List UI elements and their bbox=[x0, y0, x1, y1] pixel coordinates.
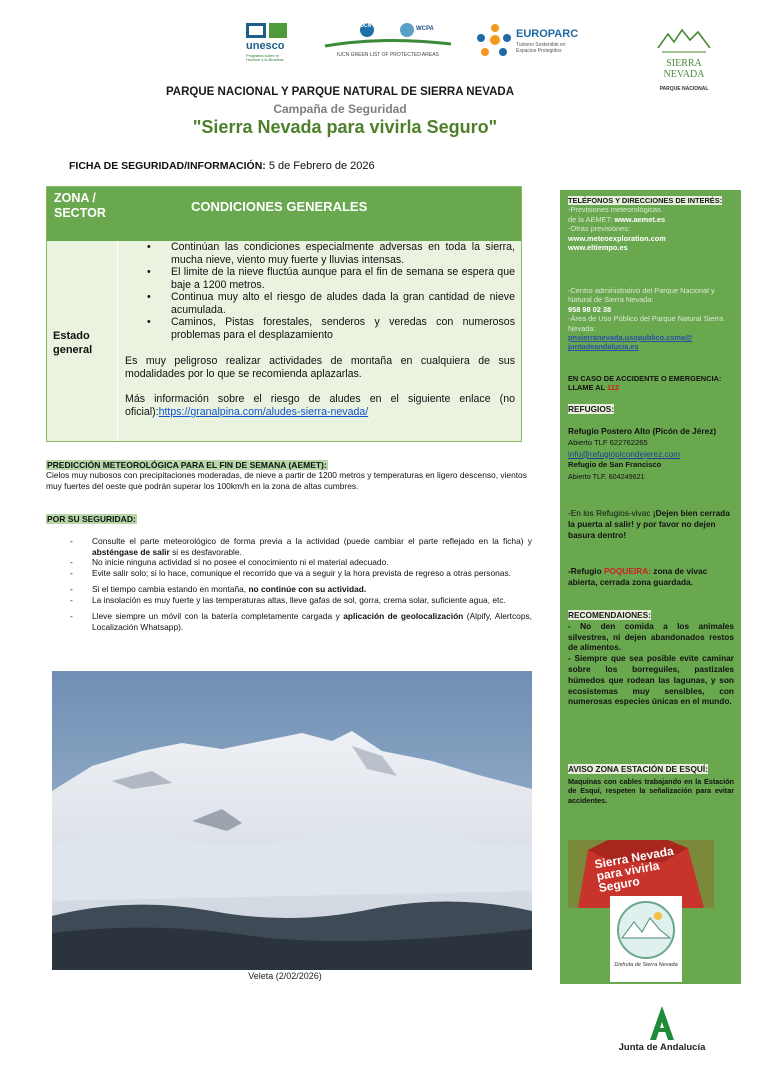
centro-section: -Centro administrativo del Parque Nacional y Natural de Sierra Nevada: 958 98 02 38 -Área de Uso Público del Parque Natural Sierra Nevada: pnsierranevada.usopublico.csma@ juntadeandalucia.es bbox=[568, 286, 724, 352]
list-item: - Lleve siempre un móvil con la batería completamente cargada y aplicación de geolocalización (Alpify, Alertcops, Localización Whatsapp). bbox=[70, 611, 532, 632]
conditions-header: CONDICIONES GENERALES bbox=[191, 199, 368, 214]
row-label: Estado general bbox=[53, 330, 93, 356]
ficha-date: 5 de Febrero de 2026 bbox=[265, 160, 375, 172]
forecast-title: PREDICCIÓN METEOROLÓGICA PARA EL FIN DE SEMANA (AEMET): bbox=[47, 460, 327, 470]
condition-item: • Continua muy alto el riesgo de aludes dada la gran cantidad de nieve acumulada. bbox=[125, 291, 515, 316]
aemet-link[interactable]: www.aemet.es bbox=[614, 214, 666, 224]
list-item: - No inicie ninguna actividad si no posee el conocimiento ni el material adecuado. bbox=[70, 557, 532, 568]
zona-sector-header: ZONA / SECTOR bbox=[54, 191, 106, 220]
condition-item: • El limite de la nieve fluctúa aunque para el fin de semana se espera que baje a 1200 metros. bbox=[125, 266, 515, 291]
emergency-section: EN CASO DE ACCIDENTE O EMERGENCIA: LLAME AL 112 bbox=[568, 374, 722, 393]
recommendations-title: RECOMENDAIONES: bbox=[568, 610, 651, 620]
refugios-list: Refugio Postero Alto (Picón de Jérez) Abierto TLF 622762265 info@refugiopicondejerez.com Refugio de San Francisco Abierto TLF. 604249621 bbox=[568, 426, 717, 482]
veleta-photo bbox=[52, 671, 532, 970]
list-item: - La insolación es muy fuerte y las temperaturas altas, lleve gafas de sol, gorra, crema solar, suficiente agua, etc. bbox=[70, 595, 532, 606]
eltiempo-link[interactable]: www.eltiempo.es bbox=[568, 243, 628, 253]
forecast-text: Cielos muy nubosos con precipitaciones moderadas, de nieve a partir de 1200 metros y temperaturas en ligero descenso, vientos muy fuertes del oeste que podrán superar los 100km/h en la zona de altas cumbres. bbox=[46, 470, 527, 491]
table-header bbox=[47, 187, 521, 241]
shirt-slogan: Sierra Nevada para vivirla Seguro bbox=[593, 843, 675, 896]
safety-list bbox=[70, 536, 532, 632]
list-item: - Consulte el parte meteorológico de forma previa a la actividad (puede cambiar el parte reflejado en la ficha) y absténgase de salir si es desfavorable. bbox=[70, 536, 532, 557]
avalanche-info-paragraph: Más información sobre el riesgo de aludes en el siguiente enlace (no oficial):https://granalpina.com/aludes-sierra-nevada/ bbox=[125, 393, 515, 418]
iucn-wcpa-logo: IUCN WCPA IUCN GREEN LIST OF PROTECTED AREAS bbox=[323, 20, 453, 62]
refugios-title: REFUGIOS: bbox=[568, 404, 615, 414]
list-item: - Si el tiempo cambia estando en montaña, no continúe con su actividad. bbox=[70, 584, 532, 595]
disfruta-sticker bbox=[610, 896, 682, 982]
unesco-logo: unesco Programa sobre el Hombre y la Biosfera bbox=[246, 22, 288, 62]
avalanche-link[interactable]: https://granalpina.com/aludes-sierra-nevada/ bbox=[158, 406, 369, 418]
uso-publico-email[interactable]: pnsierranevada.usopublico.csma@ juntadeandalucia.es bbox=[568, 333, 693, 352]
condition-item: • Continúan las condiciones especialmente adversas en toda la sierra, mucha nieve, viento muy fuerte y lluvias intensas. bbox=[125, 241, 515, 266]
column-divider bbox=[117, 241, 118, 441]
emergency-number: 112 bbox=[607, 383, 619, 393]
phones-title: TELÉFONOS Y DIRECCIONES DE INTERÉS: bbox=[568, 196, 723, 205]
campaign-title: Campaña de Seguridad bbox=[273, 102, 407, 116]
refugios-section bbox=[568, 404, 734, 415]
sierra-nevada-logo: SIERRA NEVADA PARQUE NACIONAL bbox=[652, 24, 716, 98]
table-row bbox=[47, 241, 521, 441]
photo-caption: Veleta (2/02/2026) bbox=[248, 971, 322, 981]
vivac-note: -En los Refugios-vivac ¡Dejen bien cerrada la puerta al salir! y por favor no dejen basura dentro! bbox=[568, 508, 730, 540]
safety-title: POR SU SEGURIDAD: bbox=[47, 514, 136, 524]
phones-section: TELÉFONOS Y DIRECCIONES DE INTERÉS: -Previsiones meteorológicas de la AEMET: www.aemet.es -Otras previsiones: www.meteoexploration.com www.eltiempo.es bbox=[568, 196, 723, 253]
ficha-line bbox=[69, 160, 375, 172]
poqueira-note: -Refugio POQUEIRA: zona de vivac abierta, cerrada zona guardada. bbox=[568, 566, 708, 587]
ski-section: AVISO ZONA ESTACIÓN DE ESQUÍ: Maquinas con cables trabajando en la Estación de Esquí, respeten la señalización para evitar accidentes. bbox=[568, 764, 734, 805]
slogan: "Sierra Nevada para vivirla Seguro" bbox=[192, 117, 498, 137]
danger-paragraph: Es muy peligroso realizar actividades de montaña en cualquiera de sus modalidades por lo que se recomienda aplazarlas. bbox=[125, 355, 515, 380]
refugio-email-link[interactable]: info@refugiopicondejerez.com bbox=[568, 448, 681, 459]
europarc-logo: EUROPARC Turismo Sostenible en Espacios Protegidos bbox=[475, 20, 581, 60]
centro-phone: 958 98 02 38 bbox=[568, 304, 612, 314]
recommendations-section: RECOMENDAIONES: - No den comida a los animales silvestres, ni dejen abandonados restos de alimentos. - Siempre que sea posible evite caminar sobre los borreguiles, pastizales húmedos que rodean las lagunas, y son ecosistemas muy sensibles, con numerosas especies únicas en el mundo. bbox=[568, 610, 734, 707]
list-item: - Evite salir solo; si lo hace, comunique el recorrido que va a seguir y la hora prevista de regreso a otras personas. bbox=[70, 568, 532, 579]
condition-item: • Caminos, Pistas forestales, senderos y veredas con numerosos problemas para el desplazamiento bbox=[125, 316, 515, 341]
junta-andalucia-logo bbox=[612, 1004, 712, 1054]
meteoexploration-link[interactable]: www.meteoexploration.com bbox=[568, 233, 666, 243]
sticker-text: Disfruta de Sierra Nevada bbox=[614, 962, 678, 968]
conditions-table bbox=[46, 186, 522, 442]
ficha-label: FICHA DE SEGURIDAD/INFORMACIÓN: bbox=[69, 160, 266, 172]
junta-name: Junta de Andalucía bbox=[618, 1042, 706, 1053]
ski-title: AVISO ZONA ESTACIÓN DE ESQUÍ: bbox=[568, 764, 708, 774]
conditions-list bbox=[125, 241, 515, 341]
park-title: PARQUE NACIONAL Y PARQUE NATURAL DE SIERRA NEVADA bbox=[165, 86, 514, 98]
